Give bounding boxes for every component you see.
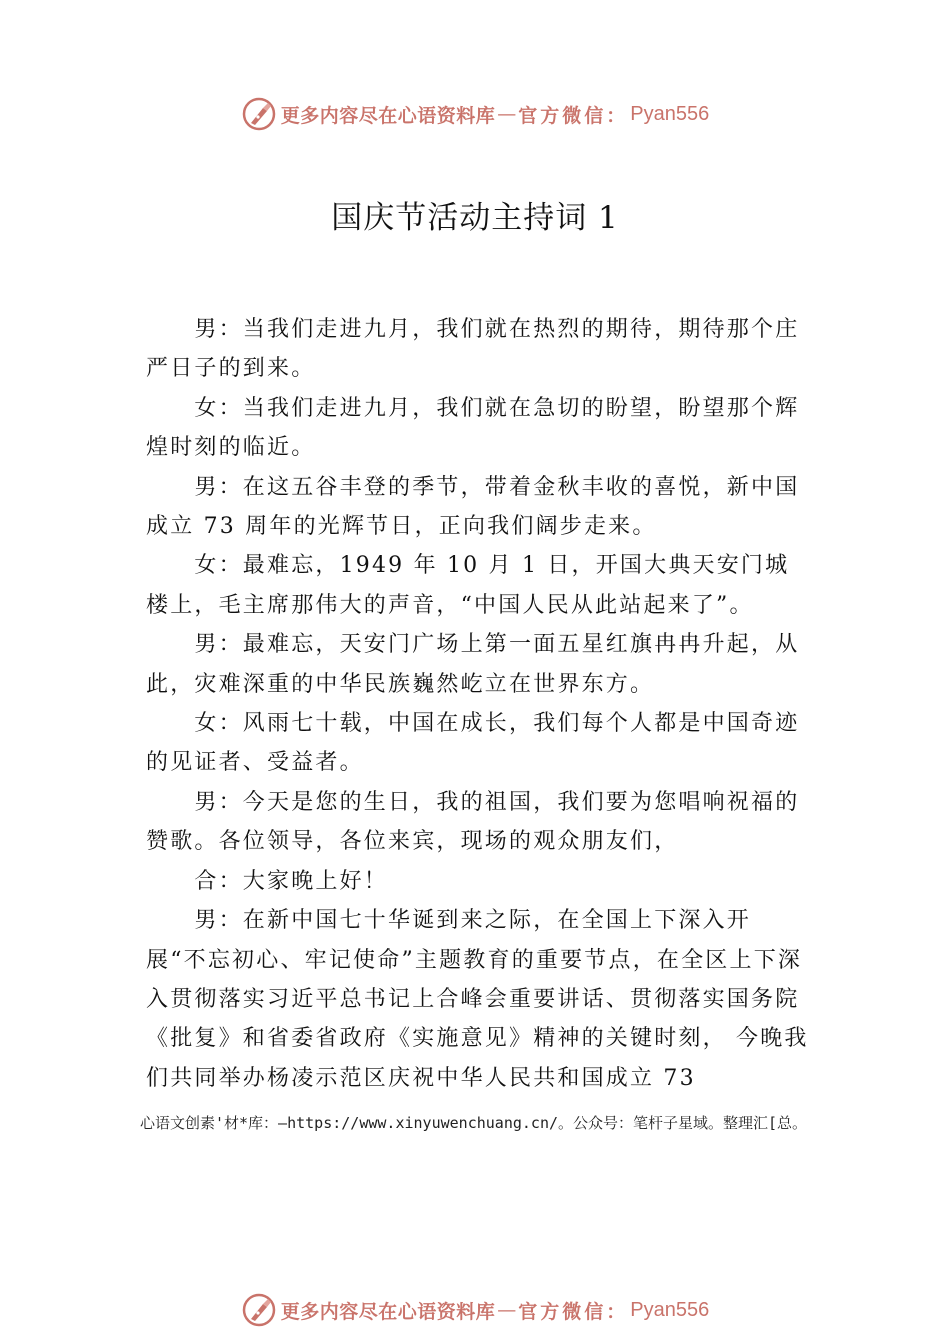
paragraph: 女：风雨七十载，中国在成长，我们每个人都是中国奇迹的见证者、受益者。	[146, 711, 800, 776]
pen-nib-logo-icon	[241, 1292, 277, 1328]
pen-nib-logo-icon	[241, 96, 277, 132]
header-banner	[0, 94, 950, 134]
paragraph: 男：最难忘，天安门广场上第一面五星红旗冉冉升起，从此，灾难深重的中华民族巍然屹立在世界东方。	[146, 632, 800, 697]
banner-slogan: 更多内容尽在心语资料库	[280, 1300, 496, 1323]
banner-slogan: 更多内容尽在心语资料库	[280, 104, 496, 127]
banner-wechat-id: Pyan556	[630, 1298, 710, 1321]
footer-banner	[0, 1290, 950, 1330]
banner-wechat-label: 官方微信：	[518, 1300, 629, 1323]
banner-wechat-label: 官方微信：	[518, 104, 629, 127]
source-footnote: 心语文创素'材*库：—https://www.xinyuwenchuang.cn/。公众号：笔杆子星域。整理汇[总。	[140, 1114, 808, 1132]
paragraph: 男：在这五谷丰登的季节，带着金秋丰收的喜悦，新中国成立 73 周年的光辉节日，正向我们阔步走来。	[146, 474, 800, 540]
document-title: 国庆节活动主持词 1	[331, 200, 619, 236]
banner-wechat-id: Pyan556	[630, 102, 710, 125]
paragraph: 男：当我们走进九月，我们就在热烈的期待，期待那个庄严日子的到来。	[146, 317, 800, 382]
paragraph: 男：今天是您的生日，我的祖国，我们要为您唱响祝福的赞歌。各位领导，各位来宾，现场的观众朋友们，	[146, 789, 800, 855]
paragraph: 男：在新中国七十华诞到来之际，在全国上下深入开展“不忘初心、牢记使命”主题教育的重要节点，在全区上下深入贯彻落实习近平总书记上合峰会重要讲话、贯彻落实国务院《批复》和省委省政府《实施意见》精神的关键时刻， 今晚我们共同举办杨凌示范区庆祝中华人民共和国成立 73	[146, 908, 809, 1091]
document-body	[146, 310, 812, 1098]
paragraph: 女：最难忘，1949 年 10 月 1 日，开国大典天安门城楼上，毛主席那伟大的声音，“中国人民从此站起来了”。	[146, 553, 790, 618]
paragraph: 合：大家晚上好！	[194, 868, 388, 894]
banner-separator: —	[497, 1299, 517, 1321]
paragraph: 女：当我们走进九月，我们就在急切的盼望，盼望那个辉煌时刻的临近。	[146, 395, 800, 461]
banner-separator: —	[497, 103, 517, 125]
